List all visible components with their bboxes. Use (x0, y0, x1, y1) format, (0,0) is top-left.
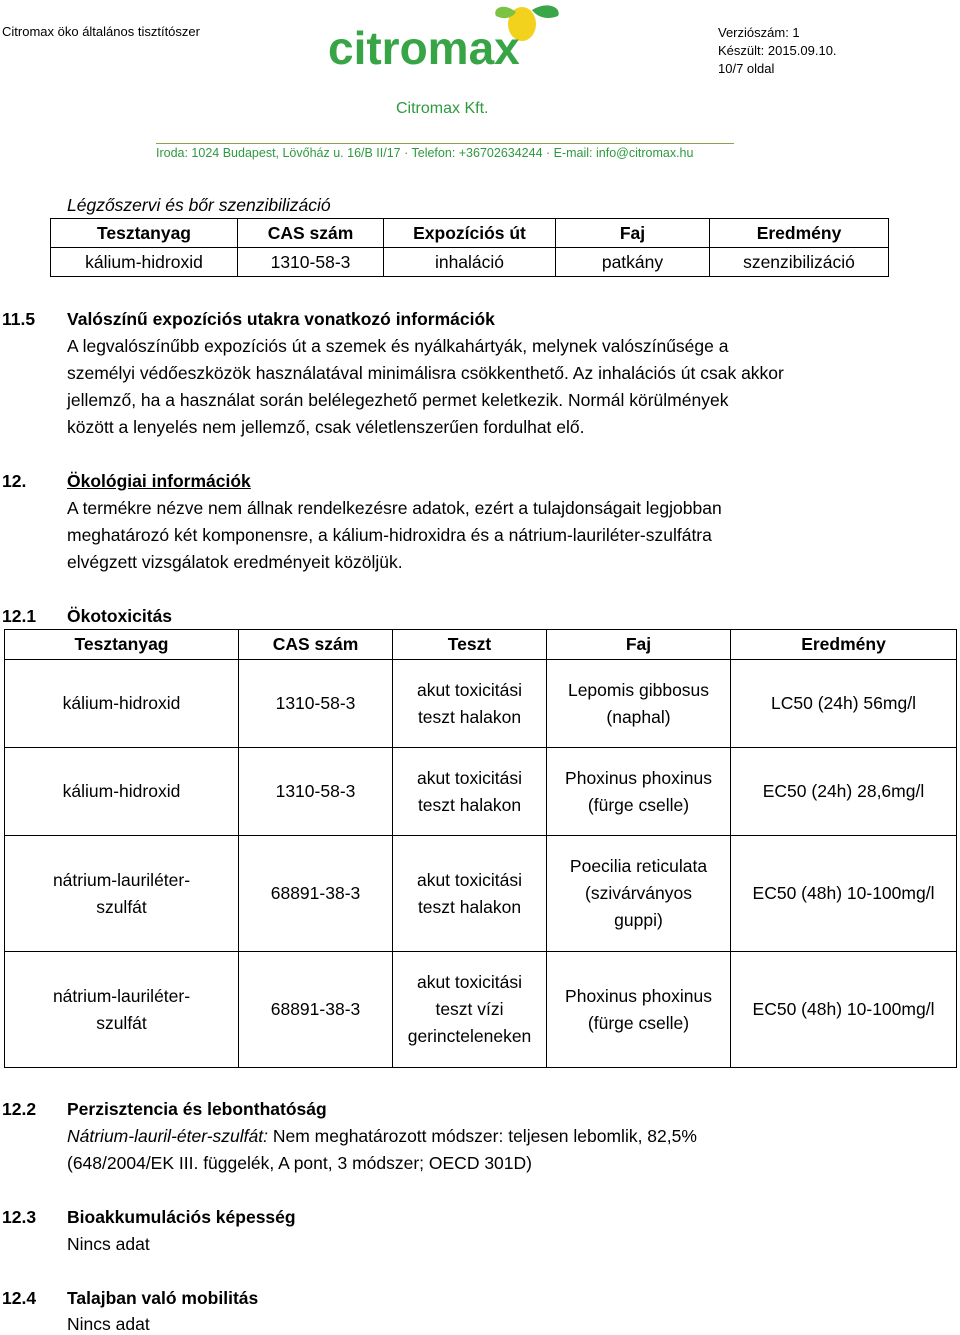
table-row (5, 660, 957, 748)
table-cell: Phoxinus phoxinus (fürge cselle) (547, 748, 731, 836)
company-name: Citromax Kft. (396, 100, 489, 117)
table-row (51, 248, 889, 277)
table-cell: Phoxinus phoxinus (fürge cselle) (547, 952, 731, 1068)
table-cell: EC50 (48h) 10-100mg/l (731, 952, 957, 1068)
table-cell: inhaláció (384, 248, 556, 277)
table-cell: EC50 (48h) 10-100mg/l (731, 836, 957, 952)
section-number: 12.3 (2, 1207, 37, 1227)
table-cell: 1310-58-3 (239, 748, 393, 836)
version-number: Verziószám: 1 (718, 25, 800, 40)
document-title: Citromax öko általános tisztítószer (2, 24, 200, 39)
table-cell: nátrium-lauriléter- szulfát (5, 952, 239, 1068)
paragraph-line: személyi védőeszközök használatával minimálisra csökkenthető. Az inhalációs út csak akkor (67, 363, 784, 383)
header-cell: CAS szám (239, 630, 393, 660)
table-cell: nátrium-lauriléter- szulfát (5, 836, 239, 952)
table-header-row (51, 219, 889, 248)
table-row (5, 836, 957, 952)
table-cell: LC50 (24h) 56mg/l (731, 660, 957, 748)
paragraph-line: Nincs adat (67, 1234, 150, 1254)
citromax-logo (326, 2, 566, 82)
header-cell: Eredmény (731, 630, 957, 660)
paragraph-line: között a lenyelés nem jellemző, csak véletlenszerűen fordulhat elő. (67, 417, 585, 437)
table-row (5, 952, 957, 1068)
table-cell: kálium-hidroxid (51, 248, 238, 277)
section-number: 11.5 (2, 309, 36, 329)
contact-info: Iroda: 1024 Budapest, Lövőház u. 16/B II/17 · Telefon: +36702634244 · E-mail: info@citromax.hu (156, 146, 694, 160)
table-cell: kálium-hidroxid (5, 748, 239, 836)
table-cell: 1310-58-3 (238, 248, 384, 277)
table-cell: akut toxicitási teszt halakon (393, 836, 547, 952)
section-number: 12.4 (2, 1288, 37, 1308)
table-cell: 1310-58-3 (239, 660, 393, 748)
section-number: 12.1 (2, 606, 37, 626)
paragraph-line: meghatározó két komponensre, a kálium-hidroxidra és a nátrium-lauriléter-szulfátra (67, 525, 712, 545)
paragraph-line (67, 1125, 697, 1147)
table-cell: akut toxicitási teszt halakon (393, 748, 547, 836)
table-cell: akut toxicitási teszt halakon (393, 660, 547, 748)
paragraph-line: jellemző, ha a használat során belélegezhető permet keletkezik. Normál körülmények (67, 390, 729, 410)
logo-wordmark: citromax (328, 22, 520, 74)
created-date: Készült: 2015.09.10. (718, 43, 837, 58)
header-cell: Tesztanyag (51, 219, 238, 248)
section-heading: Talajban való mobilitás (67, 1288, 259, 1308)
paragraph-line: (648/2004/EK III. függelék, A pont, 3 módszer; OECD 301D) (67, 1153, 532, 1173)
paragraph-line: elvégzett vizsgálatok eredményeit közöljük. (67, 552, 403, 572)
table-cell: Poecilia reticulata (szivárványos guppi) (547, 836, 731, 952)
header-cell: Faj (547, 630, 731, 660)
table-row (5, 748, 957, 836)
table-cell: kálium-hidroxid (5, 660, 239, 748)
header-cell: Expozíciós út (384, 219, 556, 248)
paragraph-line: A termékre nézve nem állnak rendelkezésre adatok, ezért a tulajdonságait legjobban (67, 498, 722, 518)
section-heading: Perzisztencia és lebonthatóság (67, 1099, 327, 1119)
table-cell: szenzibilizáció (710, 248, 889, 277)
paragraph-line: A legvalószínűbb expozíciós út a szemek és nyálkahártyák, melynek valószínűsége a (67, 336, 729, 356)
paragraph-line: Nincs adat (67, 1314, 150, 1334)
header-divider (156, 143, 734, 144)
section-heading: Ökotoxicitás (67, 606, 173, 626)
table-cell: Lepomis gibbosus (naphal) (547, 660, 731, 748)
header-cell: CAS szám (238, 219, 384, 248)
version-info (718, 24, 837, 78)
table-cell: 68891-38-3 (239, 952, 393, 1068)
section-heading: Ökológiai információk (67, 471, 251, 491)
header-cell: Tesztanyag (5, 630, 239, 660)
table-cell: akut toxicitási teszt vízi gerincteleneken (393, 952, 547, 1068)
table-cell: 68891-38-3 (239, 836, 393, 952)
table-cell: EC50 (24h) 28,6mg/l (731, 748, 957, 836)
paragraph-text: Nem meghatározott módszer: teljesen lebomlik, 82,5% (267, 1126, 697, 1146)
section-heading: Valószínű expozíciós utakra vonatkozó információk (67, 309, 495, 329)
ecotoxicity-table (4, 629, 957, 1068)
sensitization-title: Légzőszervi és bőr szenzibilizáció (67, 195, 331, 215)
page-number: 10/7 oldal (718, 61, 775, 76)
header-cell: Eredmény (710, 219, 889, 248)
table-cell: patkány (556, 248, 710, 277)
substance-label: Nátrium-lauril-éter-szulfát: (67, 1126, 268, 1146)
section-number: 12. (2, 471, 27, 491)
section-heading: Bioakkumulációs képesség (67, 1207, 296, 1227)
header-cell: Teszt (393, 630, 547, 660)
header-cell: Faj (556, 219, 710, 248)
section-number: 12.2 (2, 1099, 37, 1119)
sensitization-table (50, 218, 889, 277)
table-header-row (5, 630, 957, 660)
